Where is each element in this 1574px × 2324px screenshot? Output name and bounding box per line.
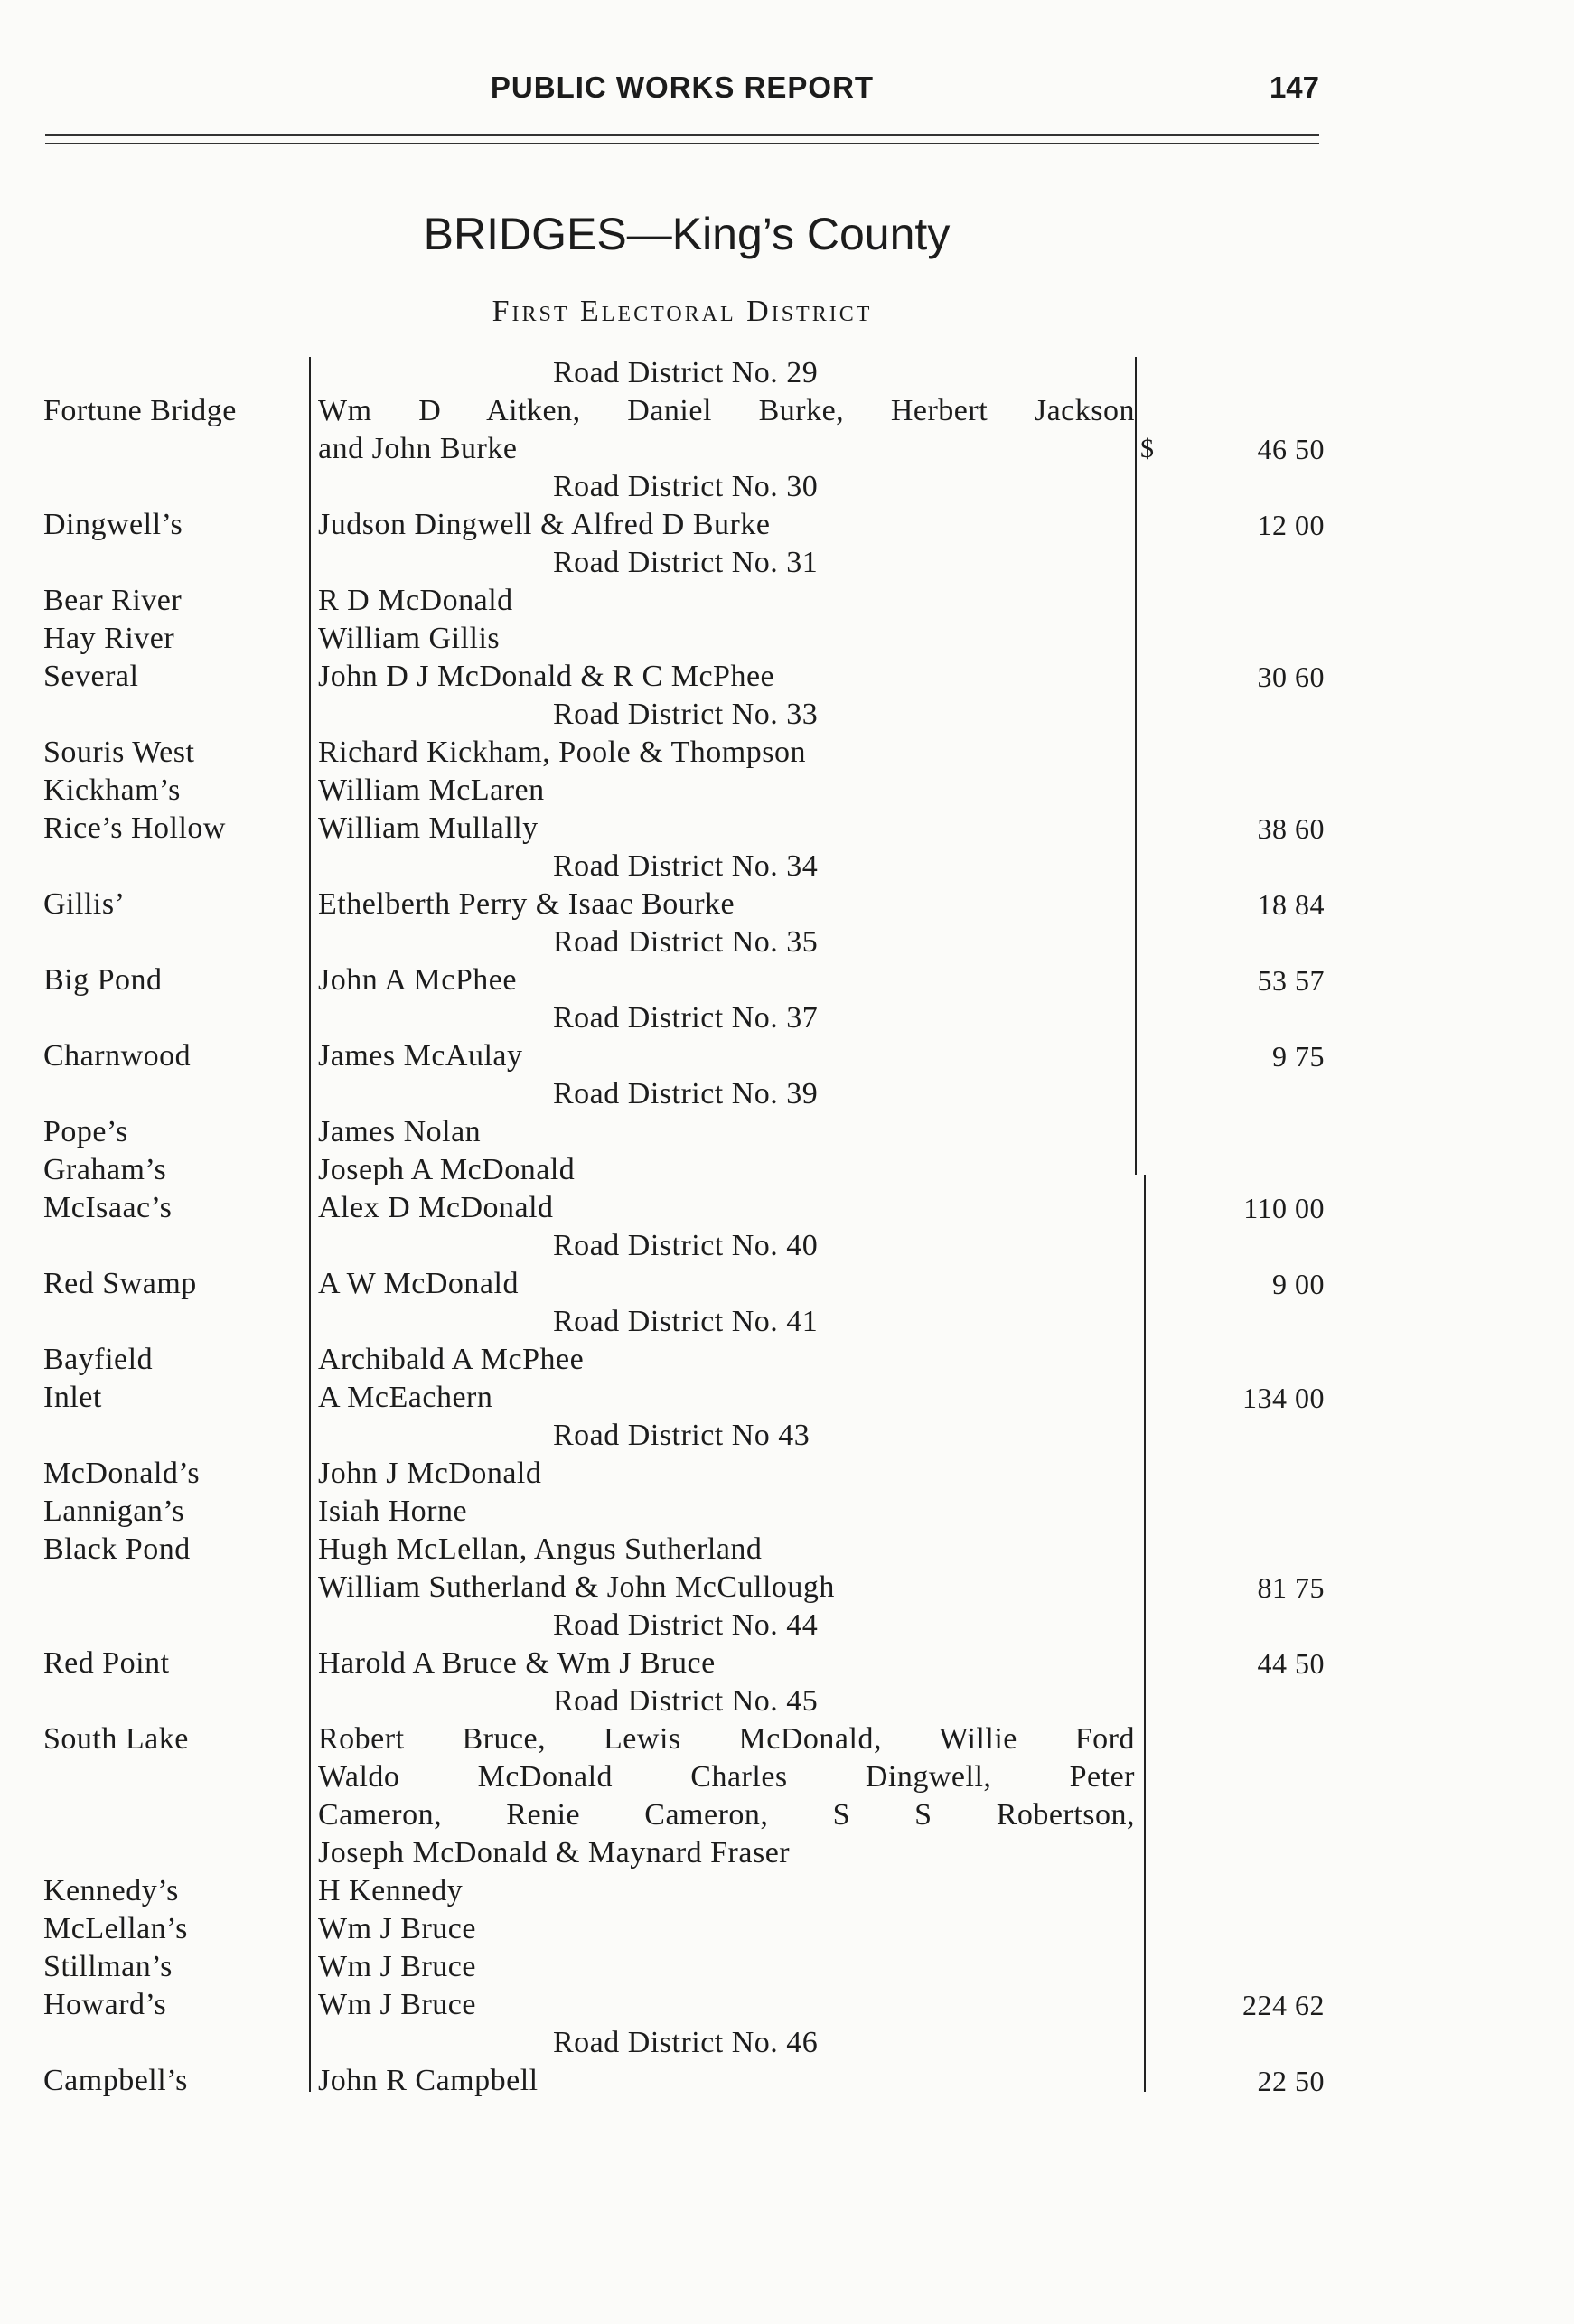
contractor-names: Wm J Bruce <box>318 1950 476 1983</box>
ledger-row <box>0 1379 1574 1417</box>
ledger-row <box>0 1113 1574 1151</box>
ledger-row <box>0 810 1574 848</box>
road-district-heading <box>0 848 1574 886</box>
contractor-names: Ethelberth Perry & Isaac Bourke <box>318 887 735 921</box>
road-district-label: Road District No. 34 <box>553 849 819 883</box>
ledger-row <box>0 1151 1574 1189</box>
road-district-label: Road District No. 33 <box>553 698 819 731</box>
contractor-names: Harold A Bruce & Wm J Bruce <box>318 1646 716 1680</box>
amount-value: 81 75 <box>1257 1571 1325 1604</box>
currency-symbol: $ <box>1140 434 1155 464</box>
ledger-row <box>0 1948 1574 1986</box>
amount-value: 18 84 <box>1257 888 1325 921</box>
contractor-names: Joseph McDonald & Maynard Fraser <box>318 1836 791 1870</box>
ledger-row <box>0 1037 1574 1075</box>
contractor-names: John A McPhee <box>318 963 517 997</box>
ledger-row <box>0 1720 1574 1758</box>
ledger-row <box>0 1986 1574 2024</box>
contractor-names: and John Burke <box>318 432 518 465</box>
bridge-name: Graham’s <box>43 1153 167 1186</box>
road-district-heading <box>0 696 1574 734</box>
ledger-row <box>0 1796 1574 1834</box>
contractor-names: Joseph A McDonald <box>318 1153 576 1186</box>
amount-value: 46 50 <box>1257 433 1325 465</box>
bridge-name: Inlet <box>43 1381 102 1414</box>
ledger-row <box>0 886 1574 923</box>
ledger-row <box>0 582 1574 620</box>
contractor-names: Wm J Bruce <box>318 1988 476 2021</box>
road-district-heading <box>0 1417 1574 1455</box>
contractor-names: James Nolan <box>318 1115 482 1148</box>
bridge-name: Pope’s <box>43 1115 128 1148</box>
contractor-names: Archibald A McPhee <box>318 1343 585 1376</box>
ledger-row <box>0 1189 1574 1227</box>
road-district-label: Road District No 43 <box>553 1419 810 1452</box>
road-district-heading <box>0 1227 1574 1265</box>
ledger-row <box>0 1569 1574 1607</box>
ledger-row <box>0 1645 1574 1682</box>
bridge-name: Souris West <box>43 736 195 769</box>
amount-value: 38 60 <box>1257 812 1325 845</box>
amount-value: 9 75 <box>1272 1040 1325 1073</box>
amount-value: 22 50 <box>1257 2065 1325 2097</box>
bridge-name: South Lake <box>43 1722 189 1756</box>
ledger-row <box>0 1834 1574 1872</box>
road-district-label: Road District No. 44 <box>553 1608 819 1642</box>
amount-value: 110 00 <box>1243 1192 1325 1224</box>
amount-value: 134 00 <box>1242 1382 1325 1414</box>
page-header <box>45 70 1319 116</box>
contractor-names: Cameron, Renie Cameron, S S Robertson, <box>318 1798 1135 1832</box>
header-rule-thin <box>45 143 1319 144</box>
bridge-name: Lannigan’s <box>43 1495 185 1528</box>
road-district-label: Road District No. 45 <box>553 1684 819 1718</box>
amount-value: 44 50 <box>1257 1647 1325 1680</box>
ledger-row <box>0 1455 1574 1493</box>
contractor-names: Wm J Bruce <box>318 1912 476 1945</box>
road-district-heading <box>0 544 1574 582</box>
contractor-names: R D McDonald <box>318 584 513 617</box>
bridge-name: Gillis’ <box>43 887 126 921</box>
bridge-name: Kickham’s <box>43 773 181 807</box>
ledger-row <box>0 658 1574 696</box>
bridge-name: Dingwell’s <box>43 508 183 541</box>
contractor-names: Isiah Horne <box>318 1495 468 1528</box>
road-district-label: Road District No. 41 <box>553 1305 819 1338</box>
ledger-row <box>0 1493 1574 1531</box>
road-district-label: Road District No. 37 <box>553 1001 819 1035</box>
contractor-names: Judson Dingwell & Alfred D Burke <box>318 508 771 541</box>
bridge-name: Red Point <box>43 1646 170 1680</box>
road-district-heading <box>0 354 1574 392</box>
contractor-names: William Mullally <box>318 811 539 845</box>
ledger-row <box>0 1872 1574 1910</box>
bridge-name: Several <box>43 660 139 693</box>
road-district-heading <box>0 1682 1574 1720</box>
ledger-row <box>0 392 1574 430</box>
bridge-name: Kennedy’s <box>43 1874 179 1907</box>
ledger-row <box>0 1531 1574 1569</box>
road-district-heading <box>0 468 1574 506</box>
road-district-label: Road District No. 29 <box>553 356 819 389</box>
contractor-names: Richard Kickham, Poole & Thompson <box>318 736 806 769</box>
bridge-name: Hay River <box>43 622 175 655</box>
bridge-name: Stillman’s <box>43 1950 173 1983</box>
ledger-row <box>0 1341 1574 1379</box>
bridge-name: Bear River <box>43 584 183 617</box>
road-district-heading <box>0 923 1574 961</box>
contractor-names: Wm D Aitken, Daniel Burke, Herbert Jackson <box>318 394 1135 427</box>
bridge-name: Big Pond <box>43 963 163 997</box>
road-district-label: Road District No. 31 <box>553 546 819 579</box>
contractor-names: Waldo McDonald Charles Dingwell, Peter <box>318 1760 1135 1794</box>
road-district-heading <box>0 1607 1574 1645</box>
bridge-name: Black Pond <box>43 1532 191 1566</box>
road-district-label: Road District No. 46 <box>553 2026 819 2059</box>
bridge-name: Rice’s Hollow <box>43 811 226 845</box>
ledger-row <box>0 1265 1574 1303</box>
bridge-name: McDonald’s <box>43 1457 201 1490</box>
road-district-heading <box>0 999 1574 1037</box>
ledger-row <box>0 430 1574 468</box>
bridge-ledger <box>0 354 1574 2100</box>
header-rule <box>45 134 1319 136</box>
ledger-row <box>0 2062 1574 2100</box>
road-district-label: Road District No. 39 <box>553 1077 819 1110</box>
ledger-row <box>0 734 1574 772</box>
contractor-names: H Kennedy <box>318 1874 464 1907</box>
ledger-row <box>0 620 1574 658</box>
page-number: 147 <box>1269 70 1319 104</box>
bridge-name: Campbell’s <box>43 2064 188 2097</box>
contractor-names: A W McDonald <box>318 1267 519 1300</box>
contractor-names: John R Campbell <box>318 2064 539 2097</box>
bridge-name: Fortune Bridge <box>43 394 237 427</box>
contractor-names: Alex D McDonald <box>318 1191 554 1224</box>
amount-value: 12 00 <box>1257 509 1325 541</box>
road-district-heading <box>0 1303 1574 1341</box>
contractor-names: James McAulay <box>318 1039 523 1073</box>
ledger-row <box>0 1910 1574 1948</box>
bridge-name: Charnwood <box>43 1039 192 1073</box>
contractor-names: William Gillis <box>318 622 501 655</box>
road-district-label: Road District No. 35 <box>553 925 819 959</box>
contractor-names: John J McDonald <box>318 1457 542 1490</box>
ledger-row <box>0 961 1574 999</box>
ledger-row <box>0 506 1574 544</box>
section-subtitle: First Electoral District <box>492 295 873 328</box>
ledger-row <box>0 1758 1574 1796</box>
bridge-name: McIsaac’s <box>43 1191 173 1224</box>
road-district-heading <box>0 1075 1574 1113</box>
amount-value: 53 57 <box>1257 964 1325 997</box>
contractor-names: John D J McDonald & R C McPhee <box>318 660 775 693</box>
road-district-label: Road District No. 30 <box>553 470 819 503</box>
bridge-name: Bayfield <box>43 1343 154 1376</box>
amount-value: 224 62 <box>1242 1989 1325 2021</box>
bridge-name: Red Swamp <box>43 1267 197 1300</box>
ledger-row <box>0 772 1574 810</box>
page-title: BRIDGES—King’s County <box>423 209 951 259</box>
contractor-names: A McEachern <box>318 1381 493 1414</box>
road-district-heading <box>0 2024 1574 2062</box>
running-title: PUBLIC WORKS REPORT <box>490 70 875 104</box>
amount-value: 9 00 <box>1272 1268 1325 1300</box>
contractor-names: Robert Bruce, Lewis McDonald, Willie Ford <box>318 1722 1135 1756</box>
bridge-name: McLellan’s <box>43 1912 188 1945</box>
contractor-names: Hugh McLellan, Angus Sutherland <box>318 1532 763 1566</box>
contractor-names: William Sutherland & John McCullough <box>318 1570 835 1604</box>
bridge-name: Howard’s <box>43 1988 167 2021</box>
contractor-names: William McLaren <box>318 773 545 807</box>
amount-value: 30 60 <box>1257 661 1325 693</box>
road-district-label: Road District No. 40 <box>553 1229 819 1262</box>
